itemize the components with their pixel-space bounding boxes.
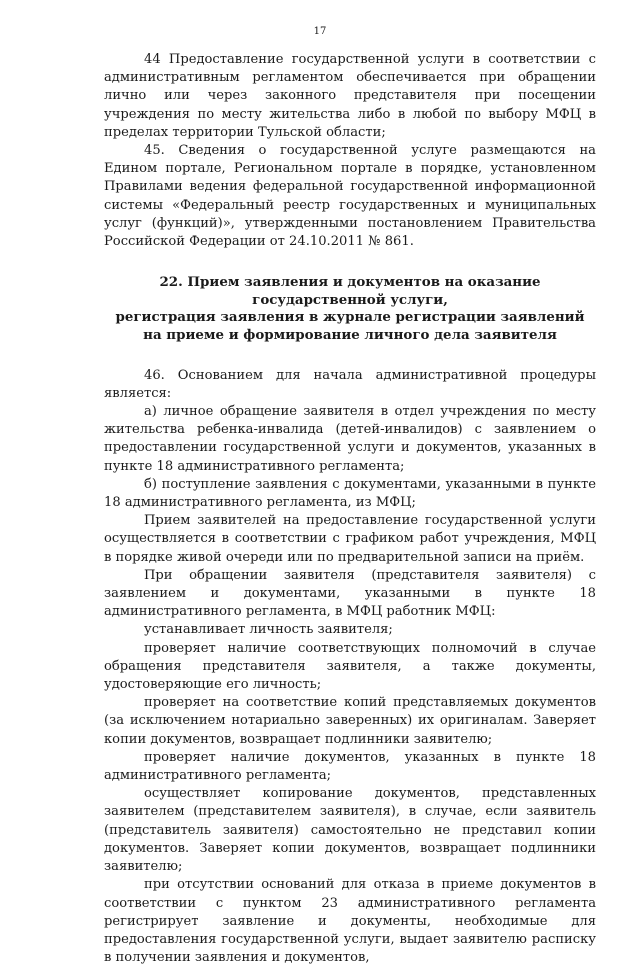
section-title-line-1: 22. Прием заявления и документов на оказание государственной услуги, <box>159 274 541 308</box>
page-number: 17 <box>313 26 327 37</box>
paragraph-45: 45. Сведения о государственной услуге размещаются на Едином портале, Региональном портале в порядке, установленном Правилами ведения федеральной государственной информационной системы «Федеральный реестр государственных и муниципальных услуг (функций)», утвержденными постановлением Правительства Российской Федерации от 24.10.2011 № 861. <box>104 143 596 250</box>
paragraph-registration: при отсутствии оснований для отказа в приеме документов в соответствии с пунктом 23 административного регламента регистрирует заявление и документы, необходимые для предоставления государственной услуги, выдает заявителю расписку в получении заявления и документов, <box>104 877 596 966</box>
paragraph-check-authority: проверяет наличие соответствующих полномочий в случае обращения представителя заявителя, а также документы, удостоверяющие его личность; <box>104 640 596 693</box>
paragraph-46: 46. Основанием для начала административной процедуры является: <box>104 367 596 401</box>
paragraph-reception-schedule: Прием заявителей на предоставление государственной услуги осуществляется в соответствии с графиком работ учреждения, МФЦ в порядке живой очереди или по предварительной записи на приём. <box>104 513 596 565</box>
paragraph-check-copies: проверяет на соответствие копий представляемых документов (за исключением нотариально заверенных) их оригиналам. Заверяет копии документов, возвращает подлинники заявителю; <box>104 695 596 747</box>
section-title-line-3: на приеме и формирование личного дела заявителя <box>143 327 557 344</box>
section-title-line-2: регистрация заявления в журнале регистрации заявлений <box>115 309 585 326</box>
paragraph-46-b: б) поступление заявления с документами, указанными в пункте 18 административного регламента, из МФЦ; <box>104 476 596 511</box>
paragraph-46-a: а) личное обращение заявителя в отдел учреждения по месту жительства ребенка-инвалида (детей-инвалидов) с заявлением о предоставлении государственной услуги и документов, указанных в пункте 18 административного регламента; <box>104 404 596 474</box>
document-body <box>104 51 596 967</box>
paragraph-check-documents: проверяет наличие документов, указанных в пункте 18 административного регламента; <box>104 749 596 784</box>
paragraph-copying: осуществляет копирование документов, представленных заявителем (представителем заявителя), в случае, если заявитель (представитель заявителя) самостоятельно не представил копии документов. Заверяет копии документов, возвращает подлинники заявителю; <box>104 786 596 875</box>
paragraph-mfc-intro: При обращении заявителя (представителя заявителя) с заявлением и документами, указанными в пункте 18 административного регламента, в МФЦ работник МФЦ: <box>104 567 596 620</box>
paragraph-identify: устанавливает личность заявителя; <box>144 622 393 638</box>
paragraph-44: 44 Предоставление государственной услуги в соответствии с административным регламентом обеспечивается при обращении лично или через законного представителя при посещении учреждения по месту жительства либо в любой по выбору МФЦ в пределах территории Тульской области; <box>104 52 596 140</box>
section-title <box>104 274 596 344</box>
